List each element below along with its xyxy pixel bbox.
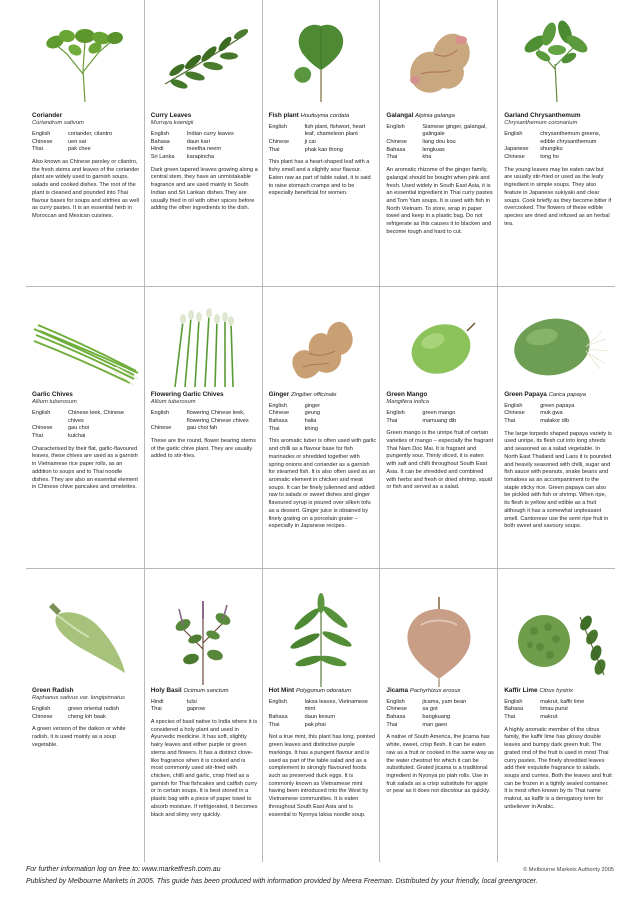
botanical-name: Mangifera indica <box>386 399 429 406</box>
language-name-row <box>386 139 494 147</box>
language-value: flowering Chinese leek, flowering Chinese chives <box>186 409 249 424</box>
language-label: Hindi <box>150 698 164 705</box>
herb-name: Ginger <box>268 391 290 398</box>
herb-description: The large torpedo shaped papaya variety is used unripe, its flesh cut into long shreds and seasoned as a salad vegetable. In North East Thailand and Laos it is pounded and heavily seasoned with chilli, sugar and fish sauce with peanuts, snake beans and tomatoes as an accompaniment to the staple sticky rice. Green papaya can also be pickled with fish or shrimp. When ripe, its flesh is yellow and edible as a fruit although it has a somewhat unpleasant smell. Cantonese use the semi ripe fruit in both sweet and savoury soups. <box>504 430 612 530</box>
language-label: Thai <box>504 417 516 424</box>
language-label: English <box>32 130 51 137</box>
language-name-row <box>269 699 377 714</box>
language-value: gau choi fah <box>186 425 218 432</box>
language-label: Thai <box>150 706 162 713</box>
herb-photo <box>263 589 380 689</box>
language-name-row <box>386 154 494 162</box>
language-value: kuichai <box>68 433 86 440</box>
language-name-row <box>386 124 494 139</box>
herb-text <box>269 112 377 198</box>
language-name-row <box>504 131 612 146</box>
publication-credit: Published by Melbourne Markets in 2005. This guide has been produced with information provided by Meera Freeman. Distributed by your friendly, local greengrocer. <box>26 878 538 885</box>
herb-text <box>32 687 141 749</box>
language-label: Bahasa <box>386 146 406 153</box>
language-name-row <box>32 433 141 441</box>
language-value: green oriental radish <box>68 705 119 712</box>
language-value: ji cai <box>304 138 316 145</box>
herb-description: A species of basil native to India where it is considered a holy plant and used in Ayurvedic medicine. It has soft, slightly hairy leaves and either purple or green stems and flowers. It has a distinct clove-like fragrance when it is cooked and is most commonly used stir-fried with chicken, chilli and garlic, crisp fried as a garnish for Thai fishcakes and catfish curry or in certain soups. It is best stored in a plastic bag with a piece of paper towel to absorb moisture. If refrigerated, it becomes black and slimy very quickly. <box>150 718 258 818</box>
herb-text <box>151 687 259 819</box>
herb-description: Dark green tapered leaves growing along a central stem, they have an unmistakable fragrance and are used mainly in South Indian and Sri Lankan dishes.They are usually fried in oil with other spices before adding the other ingredients to the dish. <box>150 166 258 212</box>
botanical-name: Alpinia galanga <box>415 113 455 119</box>
herb-text <box>386 391 494 492</box>
language-name-row <box>32 410 141 425</box>
herb-photo <box>498 589 615 689</box>
herb-text <box>386 687 494 796</box>
language-label: Thai <box>268 425 280 432</box>
language-name-row <box>386 714 494 722</box>
footer-website-text: For further information log on free to: www.marketfresh.com.au <box>26 866 221 873</box>
language-label: English <box>150 409 170 416</box>
language-label: Thai <box>268 146 280 153</box>
herb-photo <box>380 589 497 689</box>
herb-name: Jicama <box>386 687 409 694</box>
language-label: English <box>268 402 287 409</box>
common-names-list <box>269 403 377 434</box>
herb-title <box>151 687 259 696</box>
language-label: English <box>504 130 523 137</box>
language-value: lengkuas <box>422 146 445 153</box>
language-label: Chinese <box>386 706 407 713</box>
language-value: ginger <box>304 402 321 409</box>
language-name-row <box>269 124 377 139</box>
language-label: Bahasa <box>268 417 288 424</box>
botanical-name: Raphanus sativus var. longipinnatus <box>32 695 125 702</box>
botanical-name: Houttuynia cordata <box>300 113 350 119</box>
herb-card <box>144 0 262 286</box>
common-names-list <box>32 410 141 441</box>
language-value: shungiku <box>540 146 563 153</box>
common-names-list <box>32 131 141 154</box>
language-name-row <box>151 425 259 433</box>
language-label: Chinese <box>268 410 290 417</box>
herb-card <box>262 0 380 286</box>
language-label: Hindi <box>150 146 164 153</box>
language-name-row <box>32 425 141 433</box>
language-label: Thai <box>32 146 43 153</box>
language-name-row <box>504 403 612 411</box>
language-label: Chinese <box>504 410 525 417</box>
herb-card <box>26 569 144 862</box>
language-name-row <box>269 147 377 155</box>
herb-description: These are the round, flower bearing stems of the garlic chive plant. They are usually added to stir-fries. <box>150 438 256 460</box>
herb-description: Characterised by their flat, garlic-flavoured leaves, these chives are used as a garnish in Vietnamese rice paper rolls, as an addition to soups and to Thai noodle dishes. They are also an essential element in Chinese chive pancakes and omelettes. <box>32 445 138 491</box>
common-names-list <box>32 706 141 721</box>
herb-text <box>504 687 612 812</box>
common-names-list <box>386 699 494 730</box>
herb-text <box>151 112 259 213</box>
herb-description: An aromatic rhizome of the ginger family, galangal should be bought when pink and fresh. Used widely in South East Asia, it is an essential ingredient in Thai curry pastes and Tom Yam soups. It is used with fish in North Vietnam. To store, wrap in paper towel and keep in a plastic bag. Do not refrigerate as this causes it to blacken and become tough and hard to cut. <box>386 167 493 235</box>
herb-guide-grid <box>26 0 615 862</box>
herb-text <box>32 112 141 221</box>
herb-description: Green mango is the unripe fruit of certain varieties of mango – especially the fragrant Thai Nam Doc Mai. It is fragrant and pungently sour. Thinly sliced, it is eaten with salt and chilli throughout South East Asia. It can be shredded and combined with herbs and fresh or dried shrimp, squid or fish and served as a salad. <box>386 430 494 491</box>
herb-description: A green version of the daikon or white radish, it is used mainly as a soup vegetable. <box>32 726 126 748</box>
herb-text <box>151 391 259 461</box>
language-value: chrysanthemum greens, edible chrysanthemum <box>540 130 601 145</box>
herb-description: This aromatic tuber is often used with garlic and chilli as a flavour base for fish marinades or shredded together with spring onions and coriander as a garnish for steamed fish. It is also often used as an aromatic element in chicken and meat soups. It can be finely julienned and added raw to salads or sweet dishes and ginger flavoured syrup is poured over silken tofu as a dessert. Ginger juice is obtained by finely grating on a porcelain grater – especially in Japanese recipes. <box>268 438 377 530</box>
language-value: cheng loh baak <box>68 713 106 720</box>
herb-card <box>262 569 380 862</box>
herb-description: Also known as Chinese parsley or cilantro, the fresh stems and leaves of the coriander plant are widely used to garnish soups, salads and cooked dishes. The root of the plant is cleaned and pounded into Thai flavour bases for soups and stirfries as well as curry pastes. It is an essential herb in Moroccan and Mexican cuisines. <box>32 159 140 220</box>
common-names-list <box>269 699 377 730</box>
language-label: Bahasa <box>268 713 288 720</box>
herb-photo <box>145 14 262 104</box>
herb-description: A highly aromatic member of the citrus family, the kaffir lime has glossy double leaves and bumpy dark green fruit. The grated rind of the fruit is used in most Thai curry pastes. The finely shredded leaves add their exquisite fragrance to salads, soups and curries. Both the leaves and fruit can be frozen in a tightly sealed container. It is most often known by its Thai name makrut, as kaffir is a derogatory term for unbeliever in Arabic. <box>504 726 612 810</box>
language-label: English <box>268 123 287 130</box>
language-label: Sri Lanka <box>150 154 175 161</box>
herb-title <box>504 687 612 696</box>
language-value: halia <box>304 417 317 424</box>
language-name-row <box>151 699 259 707</box>
herb-photo <box>380 301 497 391</box>
language-value: makrut <box>540 713 558 720</box>
herb-card <box>497 569 615 862</box>
language-name-row <box>151 139 259 147</box>
herb-name: Curry Leaves <box>150 112 192 119</box>
language-value: bangkuang <box>422 713 451 720</box>
language-name-row <box>269 139 377 147</box>
language-value: liang dou kou <box>422 138 456 145</box>
language-name-row <box>269 418 377 426</box>
language-value: muk gwa <box>540 410 563 417</box>
language-value: laksa leaves, Vietnamese mint <box>304 698 368 713</box>
common-names-list <box>151 131 259 162</box>
botanical-name: Coriandrum sativum <box>32 120 84 127</box>
language-value: fish plant, fishwort, heart leaf, chameleon plant <box>304 123 366 138</box>
herb-photo <box>498 14 615 104</box>
language-name-row <box>504 714 612 722</box>
herb-description: The young leaves may be eaten raw but are usually stir-fried or used as the leafy ingredient in simple soups. They also feature in Japanese sukiyaki and clear soups. Cook briefly as they become bitter if overcooked. The flowers of these edible species are dried and infused as an herbal tea. <box>504 166 612 227</box>
language-name-row <box>504 410 612 418</box>
language-label: English <box>386 409 405 416</box>
language-label: Bahasa <box>150 138 170 145</box>
herb-row <box>26 287 615 569</box>
herb-title <box>269 687 377 696</box>
herb-card <box>379 287 497 568</box>
language-value: makrut, kaffir lime <box>540 698 585 705</box>
language-label: Thai <box>32 433 43 440</box>
language-value: kha <box>422 154 432 161</box>
botanical-name: Polygonum odoratum <box>295 688 352 694</box>
language-label: English <box>504 698 523 705</box>
herb-card <box>26 287 144 568</box>
language-name-row <box>504 418 612 426</box>
language-name-row <box>32 131 141 139</box>
language-label: Japanese <box>504 146 529 153</box>
language-label: Chinese <box>150 425 172 432</box>
language-label: Thai <box>386 721 398 728</box>
herb-photo <box>26 301 144 391</box>
herb-description: This plant has a heart-shaped leaf with a fishy smell and a slightly sour flavour. Eaten raw as part of table salad, it is said to raise stomach cramps and to be especially beneficial for women. <box>268 159 371 197</box>
language-value: Siamese ginger, galangal, galingale <box>422 123 487 138</box>
language-label: English <box>150 130 170 137</box>
language-name-row <box>32 146 141 154</box>
language-value: coriander, cilantro <box>68 130 113 137</box>
language-value: Indian curry leaves <box>186 130 234 137</box>
herb-description: A native of South America, the jicama has white, sweet, crisp flesh. It can be eaten raw as a fruit or cooked in the same way as the water chestnut for which it can be substituted. Grated jicama is a traditional ingredient in Nyonya po piah rolls. Use in fruit salads as a crisp substitute for apple or pear as it does not discolour as quickly. <box>386 734 494 795</box>
herb-description: Not a true mint, this plant has long, pointed green leaves and distinctive purple markings. It has a pungent flavour and is used as part of the table salad and as a complement to strongly flavoured foods such as preserved duck eggs. It is commonly known as Vietnamese mint having been introduced into the West by Vietnamese communities. It is eaten throughout South East Asia and is essential to Nyonya laksa noodle soup. <box>268 734 375 818</box>
language-name-row <box>32 139 141 147</box>
botanical-name: Allium tuberosum <box>32 399 77 406</box>
herb-photo <box>498 301 615 391</box>
herb-text <box>32 391 141 492</box>
herb-photo <box>26 14 144 104</box>
language-name-row <box>32 714 141 722</box>
herb-name: Green Radish <box>32 687 74 694</box>
common-names-list <box>151 410 259 433</box>
language-name-row <box>151 410 259 425</box>
herb-text <box>386 112 494 237</box>
language-value: tulsi <box>186 698 197 705</box>
language-label: Chinese <box>32 713 53 720</box>
herb-card <box>497 287 615 568</box>
herb-title <box>269 112 377 121</box>
herb-photo <box>26 589 144 689</box>
language-value: pak phai <box>304 721 326 728</box>
language-label: English <box>32 705 51 712</box>
language-name-row <box>269 403 377 411</box>
language-name-row <box>151 146 259 154</box>
botanical-name: Pachyrhizus erosus <box>409 688 461 694</box>
herb-title <box>386 687 494 696</box>
language-label: English <box>504 402 523 409</box>
language-label: English <box>386 698 405 705</box>
herb-title <box>269 391 377 400</box>
herb-card <box>144 287 262 568</box>
herb-card <box>497 0 615 286</box>
language-value: malakor dib <box>540 417 570 424</box>
language-value: pak chee <box>68 146 91 153</box>
herb-photo <box>380 14 497 104</box>
herb-photo <box>263 301 380 391</box>
language-name-row <box>386 722 494 730</box>
language-value: Chinese leek, Chinese chives <box>68 409 124 424</box>
herb-card <box>144 569 262 862</box>
language-label: Chinese <box>386 138 407 145</box>
language-value: karapincha <box>186 154 215 161</box>
language-value: man gaeo <box>422 721 448 728</box>
language-label: Chinese <box>32 425 53 432</box>
language-value: daun kari <box>186 138 210 145</box>
language-name-row <box>269 410 377 418</box>
language-name-row <box>386 410 494 418</box>
language-label: English <box>268 698 287 705</box>
language-value: mamuang dib <box>422 417 457 424</box>
language-value: green mango <box>422 409 456 416</box>
herb-photo <box>145 589 262 689</box>
herb-row <box>26 569 615 862</box>
language-value: uen sai <box>68 138 87 145</box>
language-label: Thai <box>386 154 398 161</box>
herb-text <box>504 391 612 531</box>
language-value: limau purut <box>540 706 568 713</box>
herb-photo <box>145 301 262 391</box>
common-names-list <box>504 403 612 426</box>
common-names-list <box>151 699 259 714</box>
language-name-row <box>386 699 494 707</box>
common-names-list <box>386 410 494 425</box>
language-label: English <box>386 123 405 130</box>
language-label: Chinese <box>268 138 290 145</box>
language-name-row <box>504 706 612 714</box>
language-label: Chinese <box>504 154 525 161</box>
herb-card <box>379 569 497 862</box>
herb-title <box>386 112 494 121</box>
botanical-name: Citrus hystrix <box>539 688 573 694</box>
language-value: tong ho <box>540 154 559 161</box>
language-label: Chinese <box>32 138 53 145</box>
language-label: Thai <box>386 417 398 424</box>
language-value: meetha neem <box>186 146 222 153</box>
herb-name: Flowering Garlic Chives <box>150 391 224 398</box>
common-names-list <box>386 124 494 163</box>
language-value: khing <box>304 425 318 432</box>
language-name-row <box>386 706 494 714</box>
copyright-notice: © Melbourne Markets Authority 2005 <box>523 867 614 873</box>
language-value: jicama, yam bean <box>422 698 467 705</box>
herb-name: Fish plant <box>268 112 299 119</box>
botanical-name: Ocimum sanctum <box>183 688 229 694</box>
language-name-row <box>269 722 377 730</box>
language-value: green papaya <box>540 402 575 409</box>
botanical-name: Carica papaya <box>548 392 586 398</box>
botanical-name: Allium tuberosum <box>150 399 196 406</box>
language-name-row <box>386 147 494 155</box>
herb-name: Green Mango <box>386 391 428 398</box>
language-value: sa got <box>422 706 438 713</box>
herb-title <box>504 391 612 400</box>
language-name-row <box>32 706 141 714</box>
language-label: Bahasa <box>386 713 406 720</box>
herb-name: Garlic Chives <box>32 391 73 398</box>
herb-name: Green Papaya <box>504 391 547 398</box>
language-value: gaprow <box>186 706 206 713</box>
botanical-name: Zingiber officinale <box>290 392 337 398</box>
herb-text <box>504 112 612 228</box>
herb-name: Kaffir Lime <box>504 687 538 694</box>
language-name-row <box>151 706 259 714</box>
herb-text <box>269 687 377 819</box>
herb-name: Garland Chrysanthemum <box>504 112 581 119</box>
herb-card <box>262 287 380 568</box>
botanical-name: Murraya koenigii <box>150 120 194 127</box>
herb-name: Coriander <box>32 112 63 119</box>
herb-text <box>269 391 377 531</box>
language-name-row <box>269 426 377 434</box>
common-names-list <box>504 131 612 162</box>
language-name-row <box>269 714 377 722</box>
language-name-row <box>386 418 494 426</box>
common-names-list <box>504 699 612 722</box>
language-value: daun kesum <box>304 713 336 720</box>
herb-name: Galangal <box>386 112 414 119</box>
language-name-row <box>151 131 259 139</box>
language-value: phak kao thong <box>304 146 343 153</box>
language-name-row <box>504 154 612 162</box>
herb-name: Hot Mint <box>268 687 295 694</box>
language-name-row <box>151 154 259 162</box>
herb-row <box>26 0 615 287</box>
language-label: Thai <box>268 721 280 728</box>
herb-card <box>26 0 144 286</box>
herb-card <box>379 0 497 286</box>
language-value: geung <box>304 410 321 417</box>
botanical-name: Chrysanthemum coronarium <box>504 120 578 127</box>
language-value: gau choi <box>68 425 90 432</box>
herb-name: Holy Basil <box>150 687 182 694</box>
common-names-list <box>269 124 377 155</box>
language-name-row <box>504 699 612 707</box>
herb-photo <box>263 14 380 104</box>
language-label: Thai <box>504 713 516 720</box>
language-name-row <box>504 146 612 154</box>
language-label: English <box>32 409 51 416</box>
language-label: Bahasa <box>504 706 524 713</box>
